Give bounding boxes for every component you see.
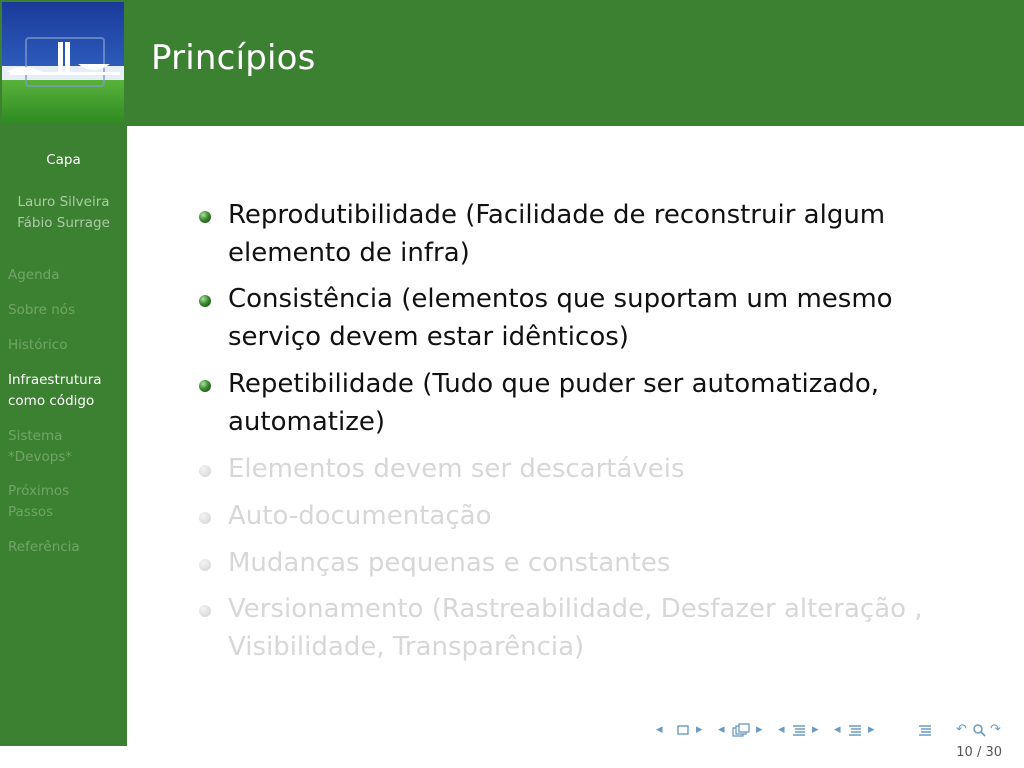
bullet-icon [199, 605, 211, 617]
nav-search-icon[interactable] [972, 721, 986, 739]
sidebar-item-label: como código [8, 393, 95, 409]
sidebar-item-label: Histórico [8, 337, 68, 353]
sidebar-item-label: Passos [8, 504, 54, 520]
sidebar-item-label: Sistema [8, 428, 63, 444]
nav-prev-subsection-icon[interactable]: ◂ [718, 722, 725, 737]
sidebar-item-sobre-nos[interactable] [8, 300, 75, 321]
bullet-text: Auto-documentação [228, 501, 492, 531]
nav-subsection-icon[interactable] [732, 721, 750, 739]
sidebar-item-proximos-passos[interactable] [8, 481, 69, 523]
slide-header [0, 0, 1024, 126]
sidebar-item-label: Próximos [8, 483, 70, 499]
bullet-text: Mudanças pequenas e constantes [228, 548, 671, 578]
nav-next-section-icon[interactable]: ▸ [812, 722, 819, 737]
nav-next-subsection-icon[interactable]: ▸ [756, 722, 763, 737]
nav-prev-section-icon[interactable]: ◂ [778, 722, 785, 737]
bullet-text: Elementos devem ser descartáveis [228, 454, 685, 484]
sidebar-item-historico[interactable] [8, 335, 67, 356]
bullet-icon [199, 559, 211, 571]
nav-next-part-icon[interactable]: ▸ [868, 722, 875, 737]
congress-logo [2, 2, 124, 124]
nav-forward-icon[interactable]: ↷ [990, 722, 1001, 737]
bullet-icon [199, 512, 211, 524]
nav-frame-icon[interactable] [676, 721, 690, 739]
bullet-text: Reprodutibilidade (Facilidade de reconstruir algum elemento de infra) [228, 200, 886, 268]
nav-prev-frame-icon[interactable]: ◂ [656, 722, 663, 737]
navigation-sidebar [0, 126, 127, 746]
sidebar-title-link[interactable]: Capa [46, 152, 81, 168]
sidebar-item-sistema-devops[interactable] [8, 426, 72, 468]
sidebar-item-referencia[interactable] [8, 537, 80, 558]
sidebar-item-label: Agenda [8, 267, 60, 283]
nav-section-icon[interactable] [792, 721, 806, 739]
bullet-icon [199, 295, 211, 307]
bullet-text: Consistência (elementos que suportam um mesmo serviço devem estar idênticos) [228, 284, 893, 352]
sidebar-item-label: Sobre nós [8, 302, 76, 318]
sidebar-author[interactable]: Lauro Silveira [17, 194, 110, 210]
bullet-icon [199, 465, 211, 477]
bullet-text: Versionamento (Rastreabilidade, Desfazer alteração , Visibilidade, Transparência) [228, 594, 923, 662]
sidebar-item-label: Referência [8, 539, 80, 555]
sidebar-item-label: Infraestrutura [8, 372, 102, 388]
nav-prev-part-icon[interactable]: ◂ [834, 722, 841, 737]
bullet-text: Repetibilidade (Tudo que puder ser automatizado, automatize) [228, 369, 880, 437]
sidebar-author[interactable]: Fábio Surrage [17, 215, 110, 231]
bullet-icon [199, 211, 211, 223]
sidebar-item-label: *Devops* [8, 449, 73, 465]
bullet-icon [199, 380, 211, 392]
beamer-navigation-bar [656, 721, 1020, 739]
nav-document-icon[interactable] [918, 721, 932, 739]
nav-part-icon[interactable] [848, 721, 862, 739]
nav-back-icon[interactable]: ↶ [956, 722, 967, 737]
sidebar-item-infraestrutura-como-codigo[interactable] [8, 370, 102, 412]
sidebar-item-agenda[interactable] [8, 265, 60, 286]
nav-next-frame-icon[interactable]: ▸ [696, 722, 703, 737]
slide-title: Princípios [151, 38, 316, 78]
page-number: 10 / 30 [956, 745, 1002, 760]
